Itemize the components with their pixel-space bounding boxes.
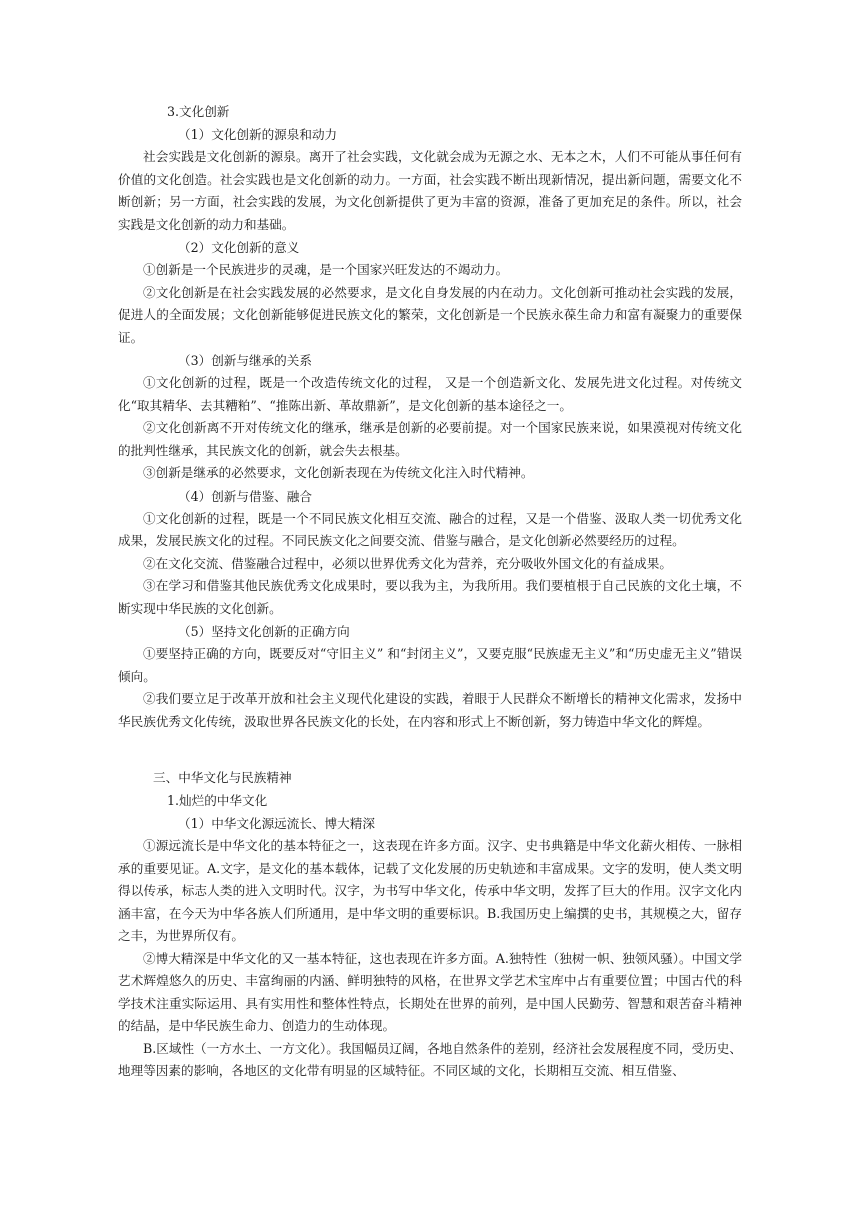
paragraph: ①源远流长是中华文化的基本特征之一，这表现在许多方面。汉字、史书典籍是中华文化薪火相传、一脉相承的重要见证。A.文字，是文化的基本载体，记载了文化发展的历史轨迹和丰富成果。文字的发明，使人类文明得以传承，标志人类的进入文明时代。汉字，为书写中华文化，传承中华文明，发挥了巨大的作用。汉字文化内涵丰富，在今天为中华各族人们所通用，是中华文明的重要标识。B.我国历史上编撰的史书，其规模之大，留存之丰，为世界所仅有。 xyxy=(118,838,742,943)
paragraph: ②文化创新离不开对传统文化的继承，继承是创新的必要前提。对一个国家民族来说，如果漠视对传统文化的批判性继承，其民族文化的创新，就会失去根基。 xyxy=(118,420,742,458)
document-body xyxy=(118,100,742,1083)
paragraph: ①文化创新的过程，既是一个改造传统文化的过程， 又是一个创造新文化、发展先进文化过程。对传统文化“取其精华、去其糟粕”、“推陈出新、革故鼎新”，是文化创新的基本途径之一。 xyxy=(118,375,742,413)
paragraph: ③创新是继承的必然要求，文化创新表现在为传统文化注入时代精神。 xyxy=(143,465,534,480)
paragraph: ②在文化交流、借鉴融合过程中，必须以世界优秀文化为营养，充分吸收外国文化的有益成果。 xyxy=(143,555,672,571)
section-spacer xyxy=(118,733,742,766)
paragraph: 社会实践是文化创新的源泉。离开了社会实践，文化就会成为无源之水、无本之木，人们不可能从事任何有价值的文化创造。社会实践也是文化创新的动力。一方面，社会实践不断出现新情况，提出新问题，需要文化不断创新；另一方面，社会实践的发展，为文化创新提供了更为丰富的资源，准备了更加充足的条件。所以，社会实践是文化创新的动力和基础。 xyxy=(118,149,742,232)
subheading-long-history-profound: （1）中华文化源远流长、博大精深 xyxy=(178,816,375,831)
paragraph: B.区域性（一方水土、一方文化）。我国幅员辽阔，各地自然条件的差别，经济社会发展程度不同，受历史、地理等因素的影响，各地区的文化带有明显的区域特征。不同区域的文化，长期相互交流、相互借鉴、 xyxy=(118,1040,742,1078)
paragraph: ②博大精深是中华文化的又一基本特征，这也表现在许多方面。A.独特性（独树一帜、独领风骚）。中国文学艺术辉煌悠久的历史、丰富绚丽的内涵、鲜明独特的风格，在世界文学艺术宝库中占有重要位置；中国古代的科学技术注重实际运用、具有实用性和整体性特点，长期处在世界的前列，是中国人民勤劳、智慧和艰苦奋斗精神的结晶，是中华民族生命力、创造力的生动体现。 xyxy=(118,950,742,1033)
subheading-significance: （2）文化创新的意义 xyxy=(178,240,300,255)
paragraph: ①要坚持正确的方向，既要反对“守旧主义” 和“封闭主义”，又要克服“民族虚无主义”和“历史虚无主义”错误倾向。 xyxy=(118,646,742,684)
heading-culture-innovation: 3.文化创新 xyxy=(167,104,230,119)
paragraph: ②文化创新是在社会实践发展的必然要求，是文化自身发展的内在动力。文化创新可推动社会实践的发展，促进人的全面发展；文化创新能够促进民族文化的繁荣，文化创新是一个民族永葆生命力和富有凝聚力的重要保证。 xyxy=(118,284,742,345)
paragraph: ①文化创新的过程，既是一个不同民族文化相互交流、融合的过程，又是一个借鉴、汲取人类一切优秀文化成果，发展民族文化的过程。不同民族文化之间要交流、借鉴与融合，是文化创新必然要经历的过程。 xyxy=(118,510,742,548)
subheading-source-and-motive: （1）文化创新的源泉和动力 xyxy=(178,127,338,142)
subheading-innovation-and-borrowing: （4）创新与借鉴、融合 xyxy=(178,488,312,504)
paragraph: ①创新是一个民族进步的灵魂，是一个国家兴旺发达的不竭动力。 xyxy=(143,262,509,277)
heading-chinese-culture-and-national-spirit: 三、中华文化与民族精神 xyxy=(153,770,292,785)
subheading-correct-direction: （5）坚持文化创新的正确方向 xyxy=(178,624,350,639)
paragraph: ③在学习和借鉴其他民族优秀文化成果时，要以我为主，为我所用。我们要植根于自己民族的文化土壤，不断实现中华民族的文化创新。 xyxy=(118,578,742,616)
subheading-innovation-and-inheritance: （3）创新与继承的关系 xyxy=(178,353,312,368)
heading-splendid-chinese-culture: 1.灿烂的中华文化 xyxy=(167,793,268,808)
paragraph: ②我们要立足于改革开放和社会主义现代化建设的实践，着眼于人民群众不断增长的精神文化需求，发扬中华民族优秀文化传统，汲取世界各民族文化的长处，在内容和形式上不断创新，努力铸造中华文化的辉煌。 xyxy=(118,691,742,729)
